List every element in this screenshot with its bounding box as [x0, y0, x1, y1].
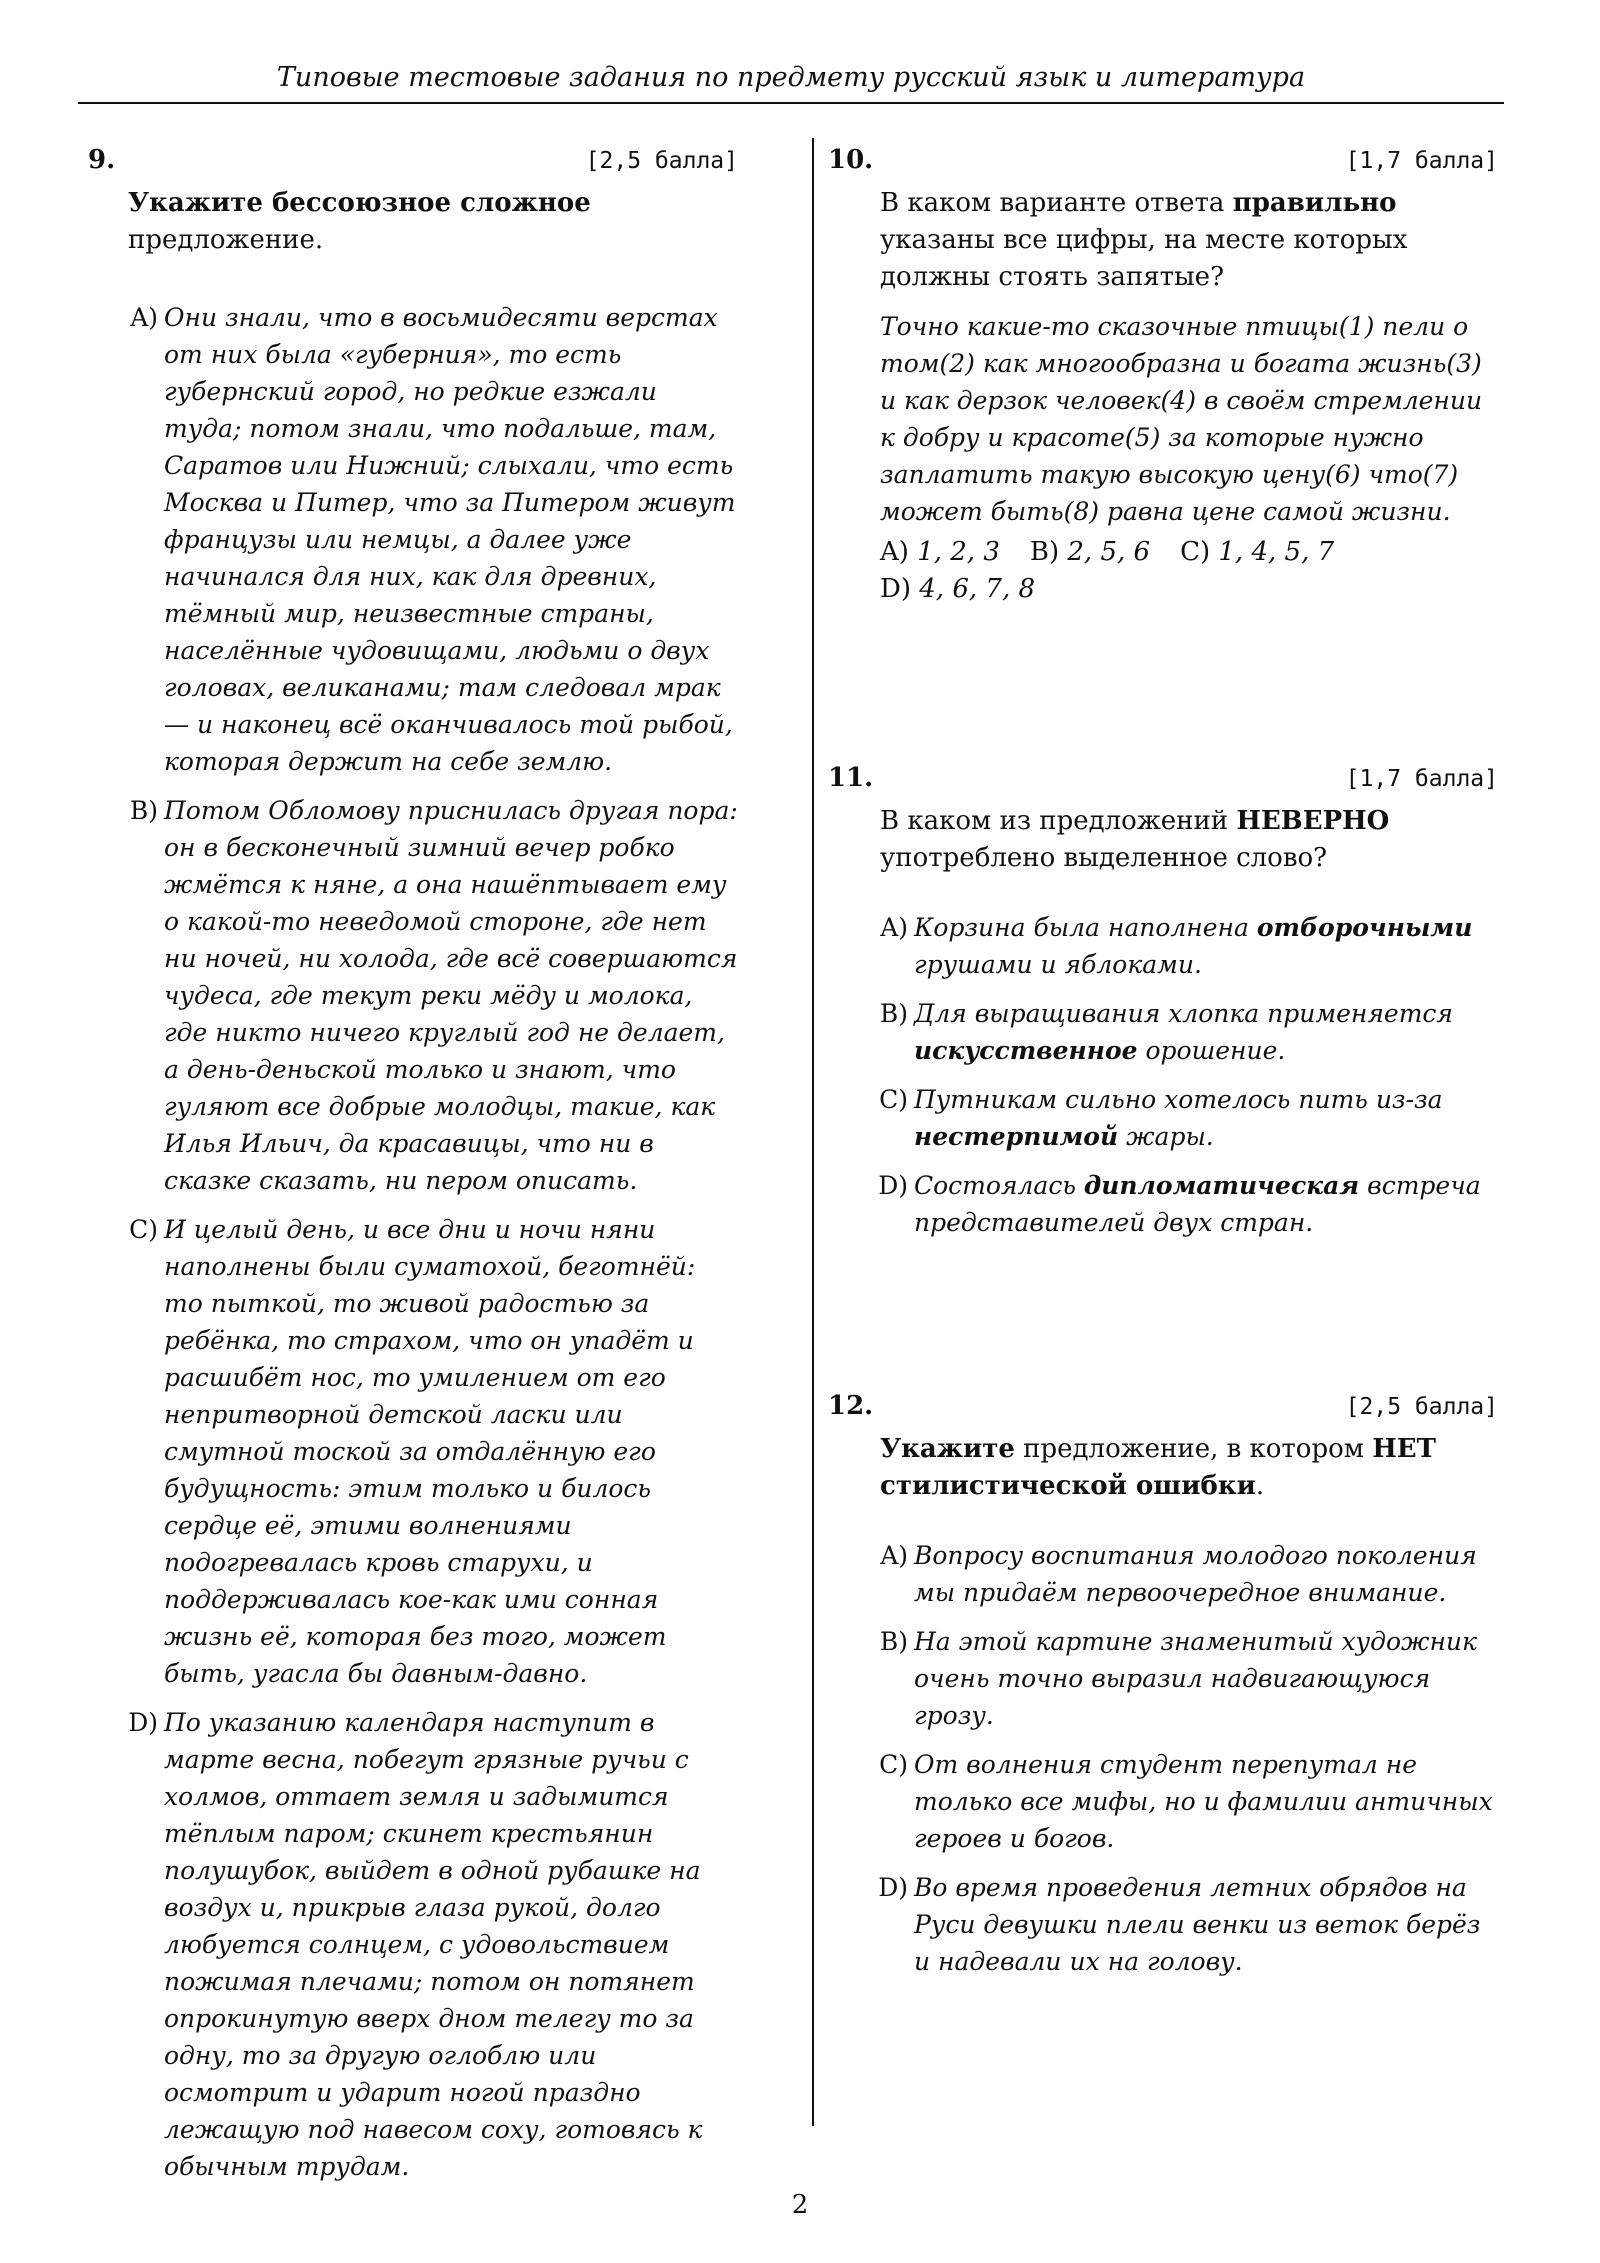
prompt-bold: Укажите: [880, 1434, 1015, 1464]
option-text: 2, 5, 6: [1067, 537, 1151, 567]
prompt-text: употреблено выделенное слово?: [880, 843, 1328, 873]
highlighted-word: дипломатическая: [1083, 1171, 1360, 1200]
option-text: По указанию календаря наступит в марте весна, побегут грязные ручьи с холмов, оттает земля и задымится тёплым паром; скинет крестьянин полушубок, выйдет в одной рубашке на воздух и, прикрыв глаза рукой, долго любуется солнцем, с удовольствием пожимая плечами; потом он потянет опрокинутую вверх дном телегу то за одну, то за другую оглоблю или осмотрит и ударит ногой праздно лежащую под навесом соху, готовясь к обычным трудам.: [164, 1708, 703, 2181]
prompt-text: предложение, в котором: [1014, 1434, 1373, 1464]
option-letter: B): [879, 1627, 908, 1656]
task-9-head: [88, 145, 738, 175]
option-text-pre: Путникам сильно хотелось пить из-за: [914, 1085, 1443, 1114]
task-sentence: Точно какие-то сказочные птицы(1) пели о том(2) как многообразна и богата жизнь(3) и как дерзок человек(4) в своём стремлении к добру и красоте(5) за которые нужно заплатить такую высокую цену(6) что(7) может быть(8) равна цене самой жизни.: [880, 312, 1483, 526]
column-divider: [812, 138, 814, 2126]
option-b[interactable]: [118, 792, 738, 1199]
option-c[interactable]: [868, 1746, 1498, 1857]
highlighted-word: отборочными: [1256, 913, 1473, 942]
prompt-bold: правильно: [1232, 188, 1397, 218]
option-text: Вопросу воспитания молодого поколения мы придаём первоочередное внимание.: [914, 1541, 1477, 1607]
option-text-pre: Состоялась: [914, 1171, 1084, 1200]
prompt-bold: Укажите бессоюзное сложное: [128, 188, 591, 218]
prompt-bold: НЕВЕРНО: [1236, 806, 1390, 836]
page-header: Типовые тестовые задания по предмету русский язык и литература: [276, 62, 1306, 93]
option-text: Они знали, что в восьмидесяти верстах от них была «губерния», то есть губернский город, но редкие езжали туда; потом знали, что подальше, там, Саратов или Нижний; слыхали, что есть Москва и Питер, что за Питером живут французы или немцы, а далее уже начинался для них, как для древних, тёмный мир, неизвестные страны, населённые чудовищами, людьми о двух головах, великанами; там следовал мрак — и наконец всё оканчивалось той рыбой, которая держит на себе землю.: [164, 303, 736, 776]
option-text: На этой картине знаменитый художник очень точно выразил надвигающуюся грозу.: [914, 1627, 1477, 1730]
task-10-head: [828, 145, 1498, 175]
option-letter: C): [1180, 537, 1211, 567]
option-text: И целый день, и все дни и ночи няни наполнены были суматохой, беготнёй: то пыткой, то живой радостью за ребёнка, то страхом, что он упадёт и расшибёт нос, то умилением от его непритворной детской ласки или смутной тоской за отдалённую его будущность: этим только и билось сердце её, этими волнениями подогревалась кровь старухи, и поддерживалась кое-как ими сонная жизнь её, которая без того, может быть, угасла бы давным-давно.: [164, 1215, 696, 1688]
answer-options: [118, 299, 738, 2185]
right-column: [828, 145, 1498, 1976]
prompt-bold: НЕТ стилистической ошибки: [880, 1434, 1436, 1501]
option-c[interactable]: [1180, 534, 1334, 571]
option-letter: D): [878, 1171, 908, 1200]
option-d[interactable]: [868, 1167, 1498, 1241]
task-prompt: [128, 185, 738, 259]
prompt-text: .: [1255, 1471, 1265, 1501]
option-text: [914, 909, 1498, 983]
option-d[interactable]: [868, 1869, 1498, 1980]
option-text: Во время проведения летних обрядов на Руси девушки плели венки из веток берёз и надевали их на голову.: [914, 1873, 1481, 1976]
option-letter: A): [880, 913, 908, 942]
option-text: [914, 1081, 1498, 1155]
task-12-head: [828, 1391, 1498, 1421]
option-letter: C): [129, 1215, 158, 1244]
task-9: [88, 145, 738, 2185]
option-b[interactable]: [868, 1623, 1498, 1734]
option-letter: B): [879, 999, 908, 1028]
highlighted-word: нестерпимой: [914, 1122, 1119, 1151]
option-text: От волнения студент перепутал не только все мифы, но и фамилии античных героев и богов.: [914, 1750, 1493, 1853]
prompt-text: указаны все цифры, на месте которых должны стоять запятые?: [880, 225, 1408, 292]
option-a[interactable]: [868, 1537, 1498, 1611]
task-12: [828, 1391, 1498, 1992]
page-number: 2: [791, 2190, 809, 2220]
task-prompt: [880, 185, 1498, 296]
option-text-pre: Корзина была наполнена: [914, 913, 1257, 942]
prompt-text: предложение.: [128, 225, 324, 255]
option-d[interactable]: [880, 571, 1035, 608]
option-b[interactable]: [868, 995, 1498, 1069]
prompt-text: В каком варианте ответа: [880, 188, 1233, 218]
option-text-post: жары.: [1118, 1122, 1214, 1151]
task-11: [828, 763, 1498, 1253]
answer-options: [880, 534, 1498, 608]
task-points: [1,7 балла]: [1345, 766, 1498, 792]
task-number: 9.: [88, 145, 116, 175]
task-10: [828, 145, 1498, 608]
answer-options: [868, 1537, 1498, 1980]
header-rule: [78, 102, 1504, 104]
option-a[interactable]: [118, 299, 738, 780]
task-number: 12.: [828, 1391, 874, 1421]
task-prompt: [880, 803, 1498, 877]
option-text: 4, 6, 7, 8: [919, 574, 1036, 604]
option-letter: C): [879, 1085, 908, 1114]
option-text-post: грушами и яблоками.: [914, 950, 1202, 979]
task-number: 11.: [828, 763, 874, 793]
task-points: [2,5 балла]: [1345, 1394, 1498, 1420]
highlighted-word: искусственное: [914, 1036, 1138, 1065]
option-letter: D): [878, 1873, 908, 1902]
option-letter: D): [880, 574, 911, 604]
option-c[interactable]: [118, 1211, 738, 1692]
option-text: 1, 4, 5, 7: [1218, 537, 1335, 567]
task-11-head: [828, 763, 1498, 793]
option-letter: A): [880, 1541, 908, 1570]
option-a[interactable]: [880, 534, 1000, 571]
option-letter: B): [1029, 537, 1060, 567]
option-text-post: встреча представителей двух стран.: [914, 1171, 1481, 1237]
option-a[interactable]: [868, 909, 1498, 983]
option-text-post: орошение.: [1137, 1036, 1286, 1065]
task-points: [1,7 балла]: [1345, 148, 1498, 174]
task-number: 10.: [828, 145, 874, 175]
option-letter: B): [129, 796, 158, 825]
option-d[interactable]: [118, 1704, 738, 2185]
option-text: 1, 2, 3: [917, 537, 1000, 567]
option-b[interactable]: [1030, 534, 1150, 571]
prompt-text: В каком из предложений: [880, 806, 1237, 836]
task-points: [2,5 балла]: [585, 148, 738, 174]
option-letter: C): [879, 1750, 908, 1779]
left-column: [88, 145, 738, 2197]
option-letter: A): [880, 537, 909, 567]
task-prompt: [880, 1431, 1498, 1505]
option-text-pre: Для выращивания хлопка применяется: [914, 999, 1453, 1028]
option-text: Потом Обломову приснилась другая пора: он в бесконечный зимний вечер робко жмётся к няне, а она нашёптывает ему о какой-то неведомой стороне, где нет ни ночей, ни холода, где всё совершаются чудеса, где текут реки мёду и молока, где никто ничего круглый год не делает, а день-деньской только и знают, что гуляют все добрые молодцы, такие, как Илья Ильич, да красавицы, что ни в сказке сказать, ни пером описать.: [164, 796, 738, 1195]
answer-options: [868, 909, 1498, 1241]
option-text: [914, 995, 1498, 1069]
option-letter: D): [128, 1708, 158, 1737]
option-letter: A): [130, 303, 158, 332]
option-c[interactable]: [868, 1081, 1498, 1155]
option-text: [914, 1167, 1498, 1241]
